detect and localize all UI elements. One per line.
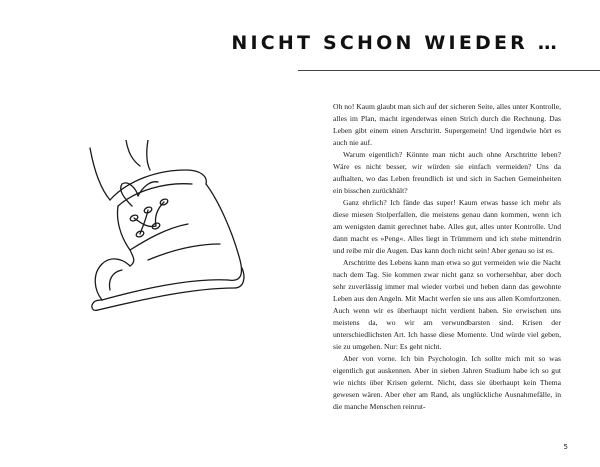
paragraph: Oh no! Kaum glaubt man sich auf der sicheren Seite, alles unter Kontrolle, alles im Plan, macht irgendetwas einen Strich durch die Rechnung. Das Leben gibt einem einen Arschtritt. Supergemein! Und irgendwie hört es auch nie auf. [333, 102, 561, 147]
page-number: 5 [563, 443, 568, 451]
paragraph: Arschtritte des Lebens kann man etwa so gut vermeiden wie die Nacht nach dem Tag. Sie kommen zwar nicht ganz so vorhersehbar, aber doch sehr zuverlässig immer mal wieder vorbei und heben dann das gewohnte Leben aus den Angeln. Mit Macht werfen sie uns aus allen Komfortzonen. Auch wenn wir es überhaupt nicht verdient haben. Sie erwischen uns meistens da, wo wir am verwundbarsten sind. Krisen der unterschiedlichsten Art. Ich hasse diese Momente. Und würde viel geben, sie zu umgehen. Nur: Es geht nicht. [333, 258, 561, 351]
title-divider [298, 70, 600, 71]
paragraph: Warum eigentlich? Könnte man nicht auch ohne Arschtritte leben? Wäre es nicht besser, wir würden sie einfach vermeiden? Uns da aufhalten, wo das Leben freundlich ist und sich in Sachen Gemeinheiten ein bisschen zurückhält? [333, 150, 561, 195]
sneaker-icon [88, 140, 248, 320]
paragraph: Aber von vorne. Ich bin Psychologin. Ich sollte mich mit so was eigentlich gut auskennen. Aber in sieben Jahren Studium habe ich so gut wie nichts über Krisen gelernt. Nicht, dass sie überhaupt kein Thema gewesen wären. Aber eher am Rand, als unglückliche Ausnahmefälle, in die manche Menschen reinrut- [333, 354, 561, 411]
chapter-title: NICHT SCHON WIEDER … [231, 32, 560, 54]
paragraph: Ganz ehrlich? Ich fände das super! Kaum etwas hasse ich mehr als diese miesen Stolperfallen, die meistens genau dann kommen, wenn ich am wenigsten damit gerechnet habe. Alles gut, alles unter Kontrolle. Und dann macht es »Peng«. Alles liegt in Trümmern und ich stehe mittendrin und reibe mir die Augen. Das kann doch nicht sein! Aber genau so ist es. [333, 198, 561, 255]
body-text [333, 101, 561, 413]
